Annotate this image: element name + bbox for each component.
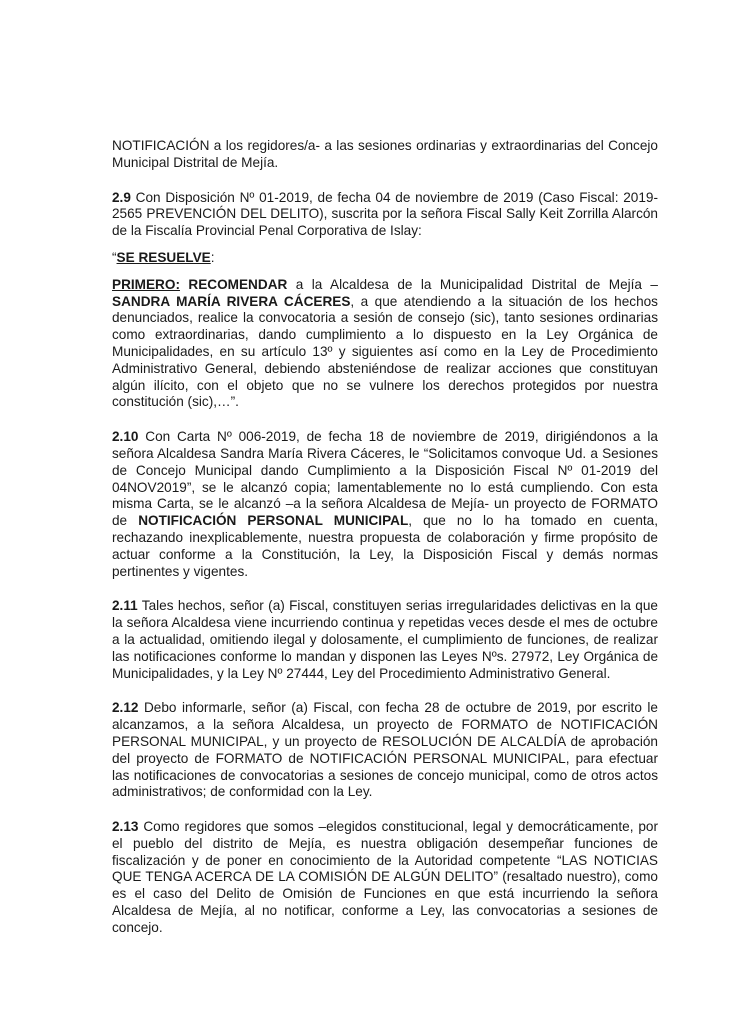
paragraph-text-2: , que no lo ha tomado en cuenta, rechazando inexplicablemente, nuestra propuesta de colaboración y firme propósito de actuar conforme a la Constitución, la Ley, la Disposición Fiscal y demás normas pertinentes y vigentes. <box>112 513 658 579</box>
paragraph-2-13 <box>112 819 658 937</box>
section-number: 2.13 <box>112 819 139 835</box>
primero-text-1: a la Alcaldesa de la Municipalidad Distrital de Mejía – <box>287 276 658 292</box>
se-resuelve-heading <box>112 250 658 267</box>
paragraph-2-9 <box>112 190 658 240</box>
paragraph-text-1: Con Carta Nº 006-2019, de fecha 18 de noviembre de 2019, dirigiéndonos a la señora Alcaldesa Sandra María Rivera Cáceres, le “Solicitamos convoque Ud. a Sesiones de Concejo Municipal dando Cumplimiento a la Disposición Fiscal Nº 01-2019 del 04NOV2019”, se le alcanzó copia; lamentablemente no lo está cumpliendo. Con esta misma Carta, se le alcanzó –a la señora Alcaldesa de Mejía- un proyecto de FORMATO de <box>112 429 658 529</box>
paragraph-2-10 <box>112 429 658 580</box>
section-number: 2.9 <box>112 189 131 205</box>
recomendar-verb: RECOMENDAR <box>179 276 288 292</box>
notificacion-bold: NOTIFICACIÓN PERSONAL MUNICIPAL <box>138 513 409 529</box>
section-number: 2.12 <box>112 700 139 716</box>
primero-label: PRIMERO: <box>112 276 180 292</box>
open-quote: “ <box>112 249 117 265</box>
intro-text: NOTIFICACIÓN a los regidores/a- a las sesiones ordinarias y extraordinarias del Concejo Municipal Distrital de Mejía. <box>112 138 658 170</box>
alcaldesa-name: SANDRA MARÍA RIVERA CÁCERES <box>112 293 351 309</box>
section-number: 2.11 <box>112 598 138 614</box>
section-number: 2.10 <box>112 429 139 445</box>
colon: : <box>210 249 215 265</box>
se-resuelve-label: SE RESUELVE <box>116 249 211 265</box>
paragraph-2-12 <box>112 700 658 801</box>
paragraph-primero <box>112 277 658 411</box>
paragraph-text: Con Disposición Nº 01-2019, de fecha 04 de noviembre de 2019 (Caso Fiscal: 2019-2565 PREVENCIÓN DEL DELITO), suscrita por la señora Fiscal Sally Keit Zorrilla Alarcón de la Fiscalía Provincial Penal Corporativa de Islay: <box>112 189 658 239</box>
paragraph-2-11 <box>112 598 658 682</box>
paragraph-text: Debo informarle, señor (a) Fiscal, con fecha 28 de octubre de 2019, por escrito le alcanzamos, a la señora Alcaldesa, un proyecto de FORMATO de NOTIFICACIÓN PERSONAL MUNICIPAL, y un proyecto de RESOLUCIÓN DE ALCALDÍA de aprobación del proyecto de FORMATO de NOTIFICACIÓN PERSONAL MUNICIPAL, para efectuar las notificaciones de convocatorias a sesiones de concejo municipal, como de otros actos administrativos; de conformidad con la Ley. <box>112 700 658 800</box>
paragraph-intro <box>112 138 658 172</box>
primero-text-2: , a que atendiendo a la situación de los hechos denunciados, realice la convocatoria a sesión de consejo (sic), tanto sesiones ordinarias como extraordinarias, dando cumplimiento a lo dispuesto en la Ley Orgánica de Municipalidades, en su artículo 13º y siguientes así como en la Ley de Procedimiento Administrativo General, debiendo absteniéndose de realizar acciones que constituyan algún ilícito, con el objeto que no se vulnere los derechos protegidos por nuestra constitución (sic),…”. <box>112 293 658 410</box>
paragraph-text: Tales hechos, señor (a) Fiscal, constituyen serias irregularidades delictivas en la que la señora Alcaldesa viene incurriendo continua y repetidas veces desde el mes de octubre a la actualidad, omitiendo ilegal y dolosamente, el cumplimiento de funciones, de realizar las notificaciones conforme lo mandan y disponen las Leyes Nºs. 27972, Ley Orgánica de Municipalidades, y la Ley Nº 27444, Ley del Procedimiento Administrativo General. <box>112 598 658 681</box>
paragraph-text: Como regidores que somos –elegidos constitucional, legal y democráticamente, por el pueblo del distrito de Mejía, es nuestra obligación desempeñar funciones de fiscalización y de poner en conocimiento de la Autoridad competente “LAS NOTICIAS QUE TENGA ACERCA DE LA COMISIÓN DE ALGÚN DELITO” (resaltado nuestro), como es el caso del Delito de Omisión de Funciones en que está incurriendo la señora Alcaldesa de Mejía, al no notificar, conforme a Ley, las convocatorias a sesiones de concejo. <box>112 819 658 935</box>
